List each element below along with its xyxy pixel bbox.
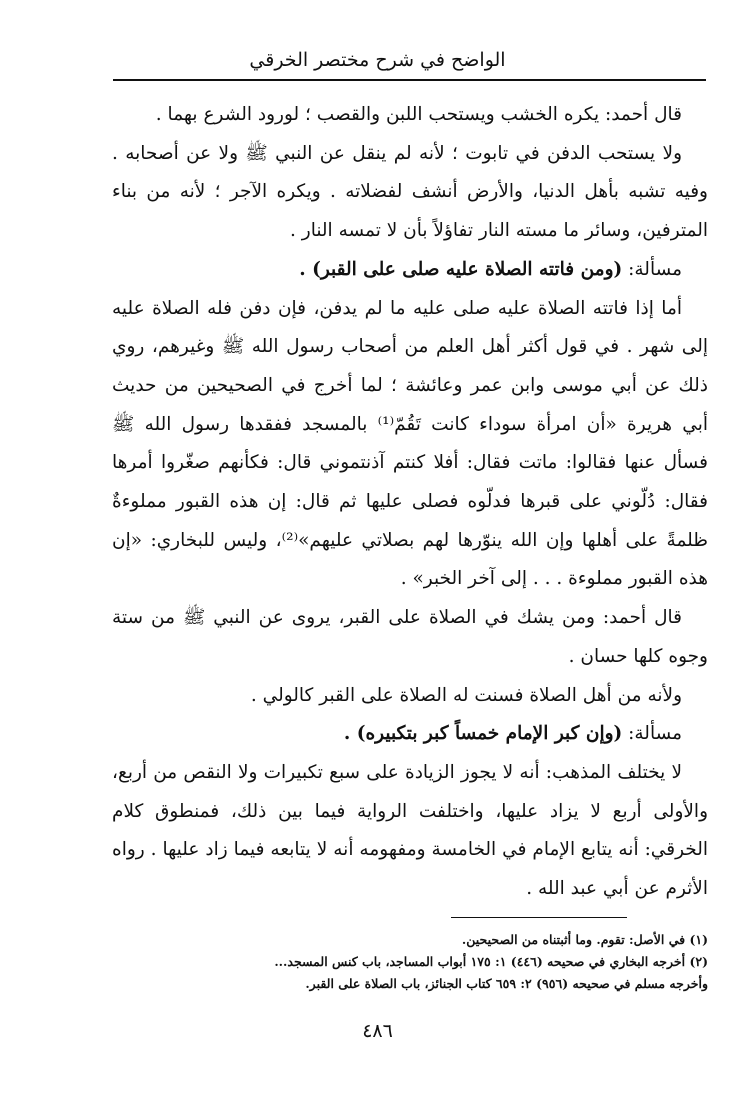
issue-label: مسألة: [628,723,682,745]
issue-text: (وإن كبر الإمام خمساً كبر بتكبيره) . [343,723,623,745]
paragraph: ولا يستحب الدفن في تابوت ؛ لأنه لم ينقل عن النبي ﷺ ولا عن أصحابه . وفيه تشبه بأهل الدنيا، والأرض أنشف لفضلاته . ويكره الآجر ؛ لأنه من بناء المترفين، وسائر ما مسته النار تفاؤلاً بأن لا تمسه النار . [112,142,708,242]
issue-heading [112,715,708,754]
footnotes [112,929,708,995]
running-head: الواضح في شرح مختصر الخرقي [249,49,506,71]
footnote-rule [451,917,627,918]
header-rule [113,79,706,81]
issue-heading [112,251,708,290]
footnote-continuation: وأخرجه مسلم في صحيحه (٩٥٦) ٢: ٦٥٩ كتاب الجنائز، باب الصلاة على القبر. [305,976,708,991]
paragraph: قال أحمد: ومن يشك في الصلاة على القبر، يروى عن النبي ﷺ من ستة وجوه كلها حسان . [112,607,708,667]
main-text [112,96,708,909]
issue-text: (ومن فاتته الصلاة عليه صلى على القبر) . [299,258,623,280]
paragraph: أما إذا فاتته الصلاة عليه صلى عليه ما لم يدفن، فإن دفن فله الصلاة عليه إلى شهر . في قول أكثر أهل العلم من أصحاب رسول الله ﷺ وغيرهم، روي ذلك عن أبي موسى وابن عمر وعائشة ؛ لما أخرج في الصحيحين من حديث أبي هريرة «أن امرأة سوداء كانت تَقُمّ⁽¹⁾ بالمسجد ففقدها رسول الله ﷺ فسأل عنها فقالوا: ماتت فقال: أفلا كنتم آذنتموني قال: فكأنهم صغّروا أمرها فقال: دُلّوني على قبرها فدلّوه فصلى عليها ثم قال: إن هذه القبور مملوءةٌ ظلمةً على أهلها وإن الله ينوّرها لهم بصلاتي عليهم»⁽²⁾، وليس للبخاري: «إن هذه القبور مملوءة . . . إلى آخر الخبر» . [112,297,708,590]
paragraph: قال أحمد: يكره الخشب ويستحب اللبن والقصب ؛ لورود الشرع بهما . [155,104,682,125]
page-number: ٤٨٦ [362,1020,393,1042]
paragraph: ولأنه من أهل الصلاة فسنت له الصلاة على القبر كالولي . [250,684,682,706]
footnote: (١) في الأصل: تقوم. وما أثبتناه من الصحيحين. [461,932,708,947]
paragraph: لا يختلف المذهب: أنه لا يجوز الزيادة على سبع تكبيرات ولا النقص من أربع، والأولى أربع لا يزاد عليها، واختلفت الرواية فيما بين ذلك، فمنطوق كلام الخرقي: أنه يتابع الإمام في الخامسة ومفهومه أنه لا يتابعه فيما زاد عليها . رواه الأثرم عن أبي عبد الله . [112,761,708,900]
issue-label: مسألة: [628,258,682,280]
footnote: (٢) أخرجه البخاري في صحيحه (٤٤٦) ١: ١٧٥ أبواب المساجد، باب كنس المسجد... [274,954,708,969]
